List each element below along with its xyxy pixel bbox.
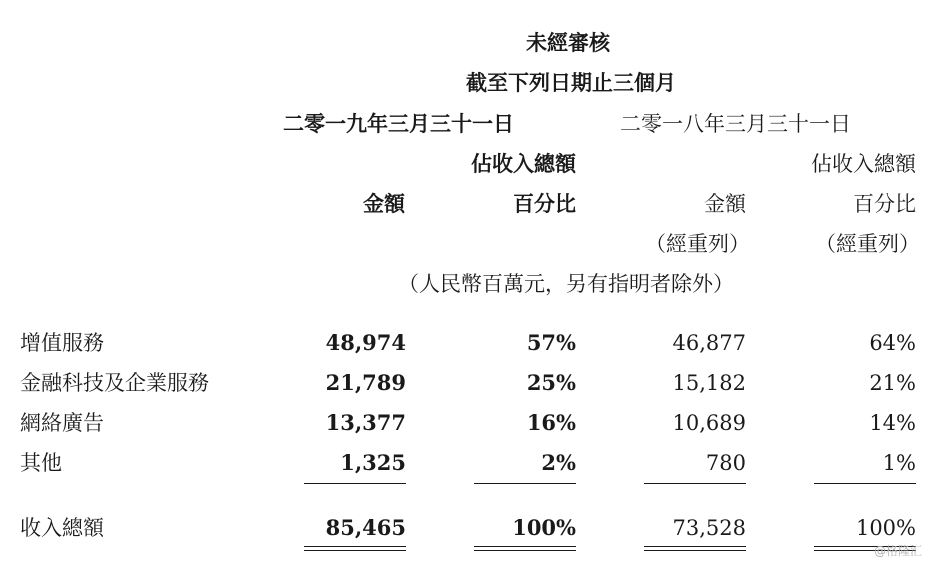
period-heading: 截至下列日期止三個月	[466, 70, 676, 95]
percent-2019-heading: 百分比	[513, 191, 576, 216]
percent-2019-cell: 16%	[526, 410, 576, 435]
percent-2018-cell: 64%	[869, 331, 916, 355]
row-label: 其他	[20, 451, 62, 475]
percent-2019-cell: 2%	[541, 450, 576, 475]
row-label: 網絡廣告	[20, 411, 104, 435]
percent-2018-cell: 1%	[882, 451, 916, 475]
date-2018-heading: 二零一八年三月三十一日	[620, 112, 851, 136]
unaudited-heading: 未經審核	[526, 30, 610, 55]
amount-2019-heading: 金額	[363, 191, 405, 216]
subtotal-rule-amount-2018	[644, 483, 746, 484]
total-double-rule-amount-2018-bottom	[644, 550, 746, 551]
amount-2019-cell: 21,789	[325, 370, 406, 395]
total-double-rule-amount-2019-bottom	[304, 550, 406, 551]
subtotal-rule-percent-2019	[474, 483, 576, 484]
amount-2019-cell: 1,325	[340, 450, 406, 475]
amount-2019-cell: 48,974	[325, 330, 406, 355]
amount-2019-cell: 13,377	[325, 410, 406, 435]
percent-2018-cell: 14%	[869, 411, 916, 435]
total-double-rule-percent-2019-top	[474, 546, 576, 547]
amount-2018-cell: 780	[705, 451, 746, 475]
subtotal-rule-percent-2018	[814, 483, 916, 484]
amount-2018-cell: 46,877	[672, 331, 746, 355]
total-percent-2019: 100%	[512, 515, 576, 540]
restated-amount-note: （經重列）	[645, 232, 750, 256]
currency-unit-note: （人民幣百萬元，另有指明者除外）	[398, 272, 734, 296]
row-label: 增值服務	[20, 331, 104, 355]
amount-2018-heading: 金額	[704, 192, 746, 216]
total-label: 收入總額	[20, 516, 104, 540]
pct-of-revenue-2019-heading: 佔收入總額	[471, 151, 576, 176]
row-label: 金融科技及企業服務	[20, 371, 209, 395]
amount-2018-cell: 15,182	[672, 371, 746, 395]
total-double-rule-amount-2019-top	[304, 546, 406, 547]
total-double-rule-amount-2018-top	[644, 546, 746, 547]
amount-2018-cell: 10,689	[672, 411, 746, 435]
percent-2019-cell: 57%	[526, 330, 576, 355]
percent-2018-heading: 百分比	[853, 192, 916, 216]
percent-2018-cell: 21%	[869, 371, 916, 395]
subtotal-rule-amount-2019	[304, 483, 406, 484]
watermark: @格隆汇	[873, 544, 922, 558]
total-percent-2018: 100%	[855, 516, 916, 540]
pct-of-revenue-2018-heading: 佔收入總額	[811, 152, 916, 176]
date-2019-heading: 二零一九年三月三十一日	[283, 111, 514, 136]
restated-percent-note: （經重列）	[815, 232, 920, 256]
total-double-rule-percent-2019-bottom	[474, 550, 576, 551]
total-amount-2019: 85,465	[325, 515, 406, 540]
percent-2019-cell: 25%	[526, 370, 576, 395]
total-amount-2018: 73,528	[672, 516, 746, 540]
